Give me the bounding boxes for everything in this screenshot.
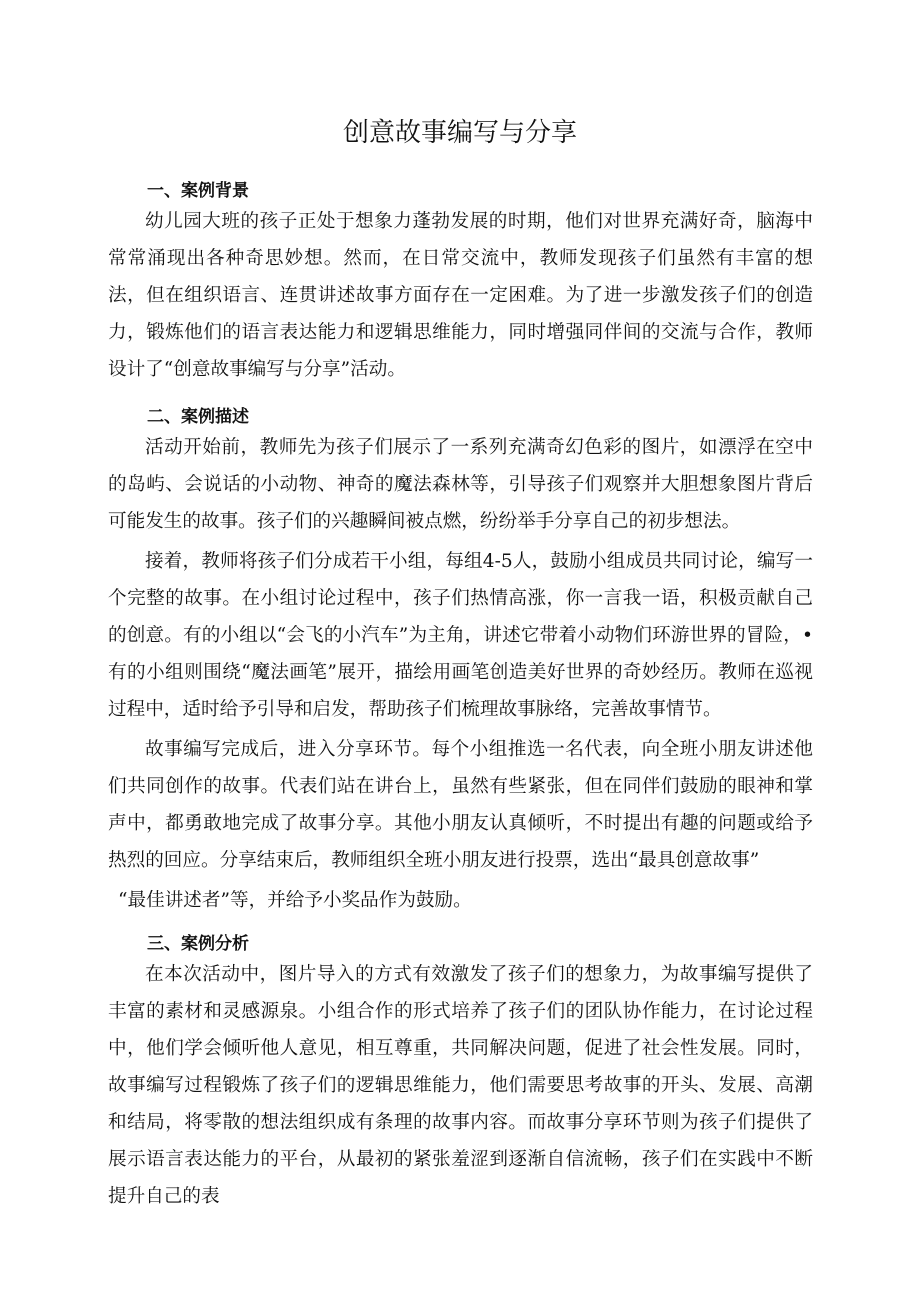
section-heading-analysis: 三、案例分析	[147, 934, 249, 954]
paragraph-description-1: 活动开始前，教师先为孩子们展示了一系列充满奇幻色彩的图片，如漂浮在空中的岛屿、会说话的小动物、神奇的魔法森林等，引导孩子们观察并大胆想象图片背后可能发生的故事。孩子们的兴趣瞬间被点燃，纷纷举手分享自己的初步想法。	[108, 437, 813, 532]
paragraph-background: 幼儿园大班的孩子正处于想象力蓬勃发展的时期，他们对世界充满好奇，脑海中常常涌现出各种奇思妙想。然而，在日常交流中，教师发现孩子们虽然有丰富的想法，但在组织语言、连贯讲述故事方面存在一定困难。为了进一步激发孩子们的创造力，锻炼他们的语言表达能力和逻辑思维能力，同时增强同伴间的交流与合作，教师设计了“创意故事编写与分享”活动。	[108, 211, 813, 380]
paragraph-description-2: 接着，教师将孩子们分成若干小组，每组4-5人，鼓励小组成员共同讨论，编写一个完整的故事。在小组讨论过程中，孩子们热情高涨，你一言我一语，积极贡献自己的创意。有的小组以“会飞的小汽车”为主角，讲述它带着小动物们环游世界的冒险，•有的小组则围绕“魔法画笔”展开，描绘用画笔创造美好世界的奇妙经历。教师在巡视过程中，适时给予引导和启发，帮助孩子们梳理故事脉络，完善故事情节。	[108, 551, 813, 720]
page-title: 创意故事编写与分享	[342, 118, 577, 148]
paragraph-description-4: “最佳讲述者”等，并给予小奖品作为鼓励。	[118, 890, 472, 911]
paragraph-description-3: 故事编写完成后，进入分享环节。每个小组推选一名代表，向全班小朋友讲述他们共同创作的故事。代表们站在讲台上，虽然有些紧张，但在同伴们鼓励的眼神和掌声中，都勇敢地完成了故事分享。其他小朋友认真倾听，不时提出有趣的问题或给予热烈的回应。分享结束后，教师组织全班小朋友进行投票，选出“最具创意故事”	[108, 739, 813, 871]
paragraph-analysis-1: 在本次活动中，图片导入的方式有效激发了孩子们的想象力，为故事编写提供了丰富的素材和灵感源泉。小组合作的形式培养了孩子们的团队协作能力，在讨论过程中，他们学会倾听他人意见，相互尊重，共同解决问题，促进了社会性发展。同时，故事编写过程锻炼了孩子们的逻辑思维能力，他们需要思考故事的开头、发展、高潮和结局，将零散的想法组织成有条理的故事内容。而故事分享环节则为孩子们提供了展示语言表达能力的平台，从最初的紧张羞涩到逐渐自信流畅，孩子们在实践中不断提升自己的表	[108, 964, 813, 1207]
section-heading-description: 二、案例描述	[147, 407, 249, 427]
section-heading-background: 一、案例背景	[147, 181, 249, 201]
